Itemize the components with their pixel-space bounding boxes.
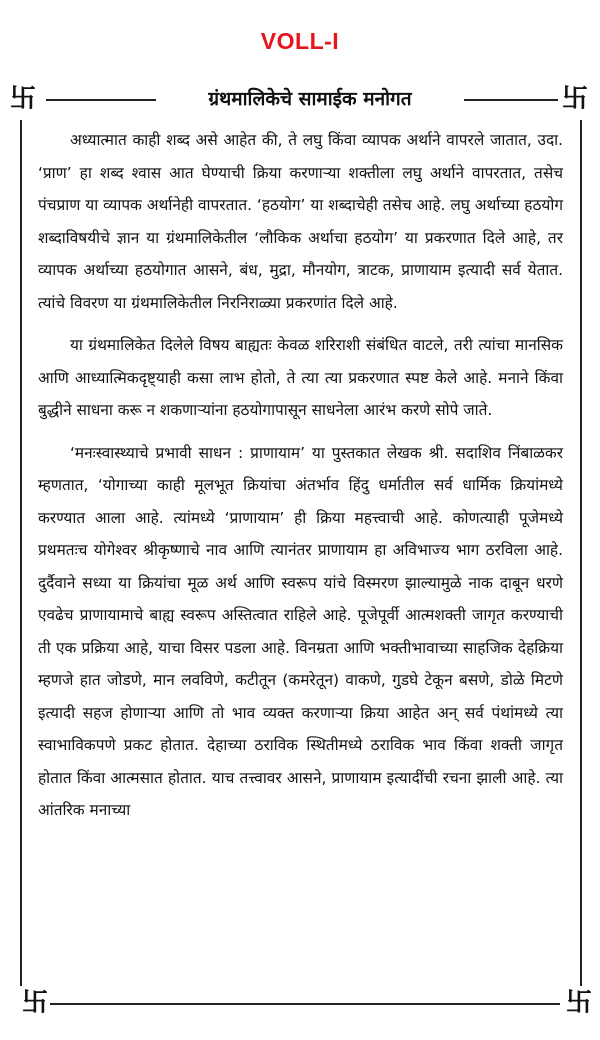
swastika-right-footer-icon: 卐 <box>566 988 593 1018</box>
swastika-left-footer-icon: 卐 <box>22 988 49 1018</box>
page-footer <box>10 988 593 1018</box>
footer-rule <box>50 1003 560 1005</box>
header-rule-right <box>464 99 558 101</box>
paragraph-1: अध्यात्मात काही शब्द असे आहेत की, ते लघु किंवा व्यापक अर्थाने वापरले जातात, उदा. ‘प्राण’ हा शब्द श्वास आत घेण्याची क्रिया करणाऱ्या शक्तीला लघु अर्थाने वापरतात, तसेच पंचप्राण या व्यापक अर्थानेही वापरतात. ‘हठयोग’ या शब्दाचेही तसेच आहे. लघु अर्थाच्या हठयोग शब्दाविषयीचे ज्ञान या ग्रंथमालिकेतील ‘लौकिक अर्थाचा हठयोग’ या प्रकरणात दिले आहे, तर व्यापक अर्थाच्या हठयोगात आसने, बंध, मुद्रा, मौनयोग, त्राटक, प्राणायाम इत्यादी सर्व येतात. त्यांचे विवरण या ग्रंथमालिकेतील निरनिराळ्या प्रकरणांत दिले आहे. <box>38 131 563 312</box>
volume-label: VOLL-I <box>260 28 340 54</box>
header-rule-left <box>46 99 156 101</box>
paragraph-3: ‘मनःस्वास्थ्याचे प्रभावी साधन : प्राणायाम’ या पुस्तकात लेखक श्री. सदाशिव निंबाळकर म्हणतात, ‘योगाच्या काही मूलभूत क्रियांचा अंतर्भाव हिंदु धर्मातील सर्व धार्मिक क्रियांमध्ये करण्यात आला आहे. त्यांमध्ये ‘प्राणायाम’ ही क्रिया महत्त्वाची आहे. कोणत्याही पूजेमध्ये प्रथमतःच योगेश्वर श्रीकृष्णाचे नाव आणि त्यानंतर प्राणायाम हा अविभाज्य भाग ठरविला आहे. दुर्दैवाने सध्या या क्रियांचा मूळ अर्थ आणि स्वरूप यांचे विस्मरण झाल्यामुळे नाक दाबून धरणे एवढेच प्राणायामाचे बाह्य स्वरूप अस्तित्वात राहिले आहे. पूजेपूर्वी आत्मशक्ती जागृत करण्याची ती एक प्रक्रिया आहे, याचा विसर पडला आहे. विनम्रता आणि भक्तीभावाच्या साहजिक देहक्रिया म्हणजे हात जोडणे, मान लवविणे, कटीतून (कमरेतून) वाकणे, गुडघे टेकून बसणे, डोळे मिटणे इत्यादी सहज होणाऱ्या आणि तो भाव व्यक्त करणाऱ्या क्रिया आहेत अन् सर्व पंथांमध्ये त्या स्वाभाविकपणे प्रकट होतात. देहाच्या ठराविक स्थितीमध्ये ठराविक भाव किंवा शक्ती जागृत होतात किंवा आत्मसात होतात. याच तत्त्वावर आसने, प्राणायाम इत्यादींची रचना झाली आहे. त्या आंतरिक मनाच्या <box>38 443 563 819</box>
page-header <box>10 84 590 114</box>
body-text <box>38 124 563 837</box>
paragraph-2: या ग्रंथमालिकेत दिलेले विषय बाह्यतः केवळ शरिराशी संबंधित वाटले, तरी त्यांचा मानसिक आणि आध्यात्मिकदृष्ट्याही कसा लाभ होतो, ते त्या त्या प्रकरणात स्पष्ट केले आहे. मनाने किंवा बुद्धीने साधना करू न शकणाऱ्यांना हठयोगापासून साधनेला आरंभ करणे सोपे जाते. <box>38 336 563 419</box>
page-title: ग्रंथमालिकेचे सामाईक मनोगत <box>208 88 412 110</box>
swastika-left-icon: 卐 <box>10 84 37 114</box>
swastika-right-icon: 卐 <box>562 84 589 114</box>
